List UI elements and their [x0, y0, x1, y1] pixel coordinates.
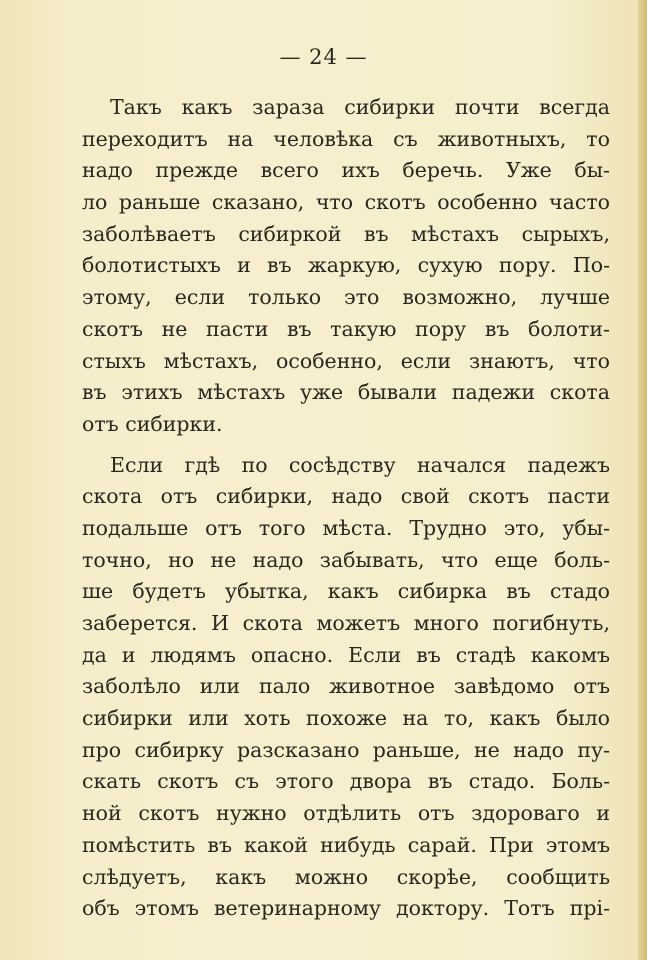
paragraph-1	[82, 92, 610, 441]
text-line: ной скотъ нужно отдѣлить отъ здороваго и	[82, 801, 610, 826]
text-line: ше будетъ убытка, какъ сибирка въ стадо	[82, 579, 610, 604]
text-line: заболѣваетъ сибиркой въ мѣстахъ сырыхъ,	[82, 221, 610, 246]
text-line: слѣдуетъ, какъ можно скорѣе, сообщить	[82, 864, 610, 889]
text-line: этому, если только это возможно, лучше	[82, 285, 610, 310]
text-line: да и людямъ опасно. Если въ стадѣ какомъ	[82, 642, 610, 667]
text-line: скотъ не пасти въ такую пору въ болоти-	[82, 316, 610, 341]
text-line: стыхъ мѣстахъ, особенно, если знаютъ, что	[82, 348, 610, 373]
text-line: помѣстить въ какой нибудь сарай. При этомъ	[82, 832, 610, 857]
text-line: заболѣло или пало животное завѣдомо отъ	[82, 674, 610, 699]
text-line: скота отъ сибирки, надо свой скотъ пасти	[82, 484, 610, 509]
text-line: скать скотъ съ этого двора въ стадо. Боль-	[82, 769, 610, 794]
text-line: Если гдѣ по сосѣдству начался падежъ	[110, 452, 610, 477]
text-line: объ этомъ ветеринарному доктору. Тотъ прі-	[82, 896, 610, 921]
text-line: точно, но не надо забывать, что еще боль-	[82, 547, 610, 572]
paragraph-gap	[82, 441, 610, 450]
body-text	[82, 92, 610, 925]
text-line: Такъ какъ зараза сибирки почти всегда	[110, 95, 610, 119]
text-line: ло раньше сказано, что скотъ особенно часто	[82, 190, 610, 215]
text-line: заберется. И скота можетъ много погибнуть,	[82, 611, 610, 635]
page-edge-shadow	[638, 0, 647, 960]
text-line: въ этихъ мѣстахъ уже бывали падежи скота	[82, 380, 610, 405]
text-line: сибирки или хоть похоже на то, какъ было	[82, 706, 610, 731]
text-line: подальше отъ того мѣста. Трудно это, убы-	[82, 515, 610, 540]
text-line: про сибирку разсказано раньше, не надо пу-	[82, 737, 610, 762]
text-line: переходитъ на человѣка съ животныхъ, то	[82, 126, 610, 151]
paragraph-2	[82, 450, 610, 925]
text-line: надо прежде всего ихъ беречь. Уже бы-	[82, 158, 610, 183]
text-line: болотистыхъ и въ жаркую, сухую пору. По-	[82, 253, 610, 278]
page-number: — 24 —	[279, 45, 368, 69]
text-line: отъ сибирки.	[82, 411, 223, 436]
